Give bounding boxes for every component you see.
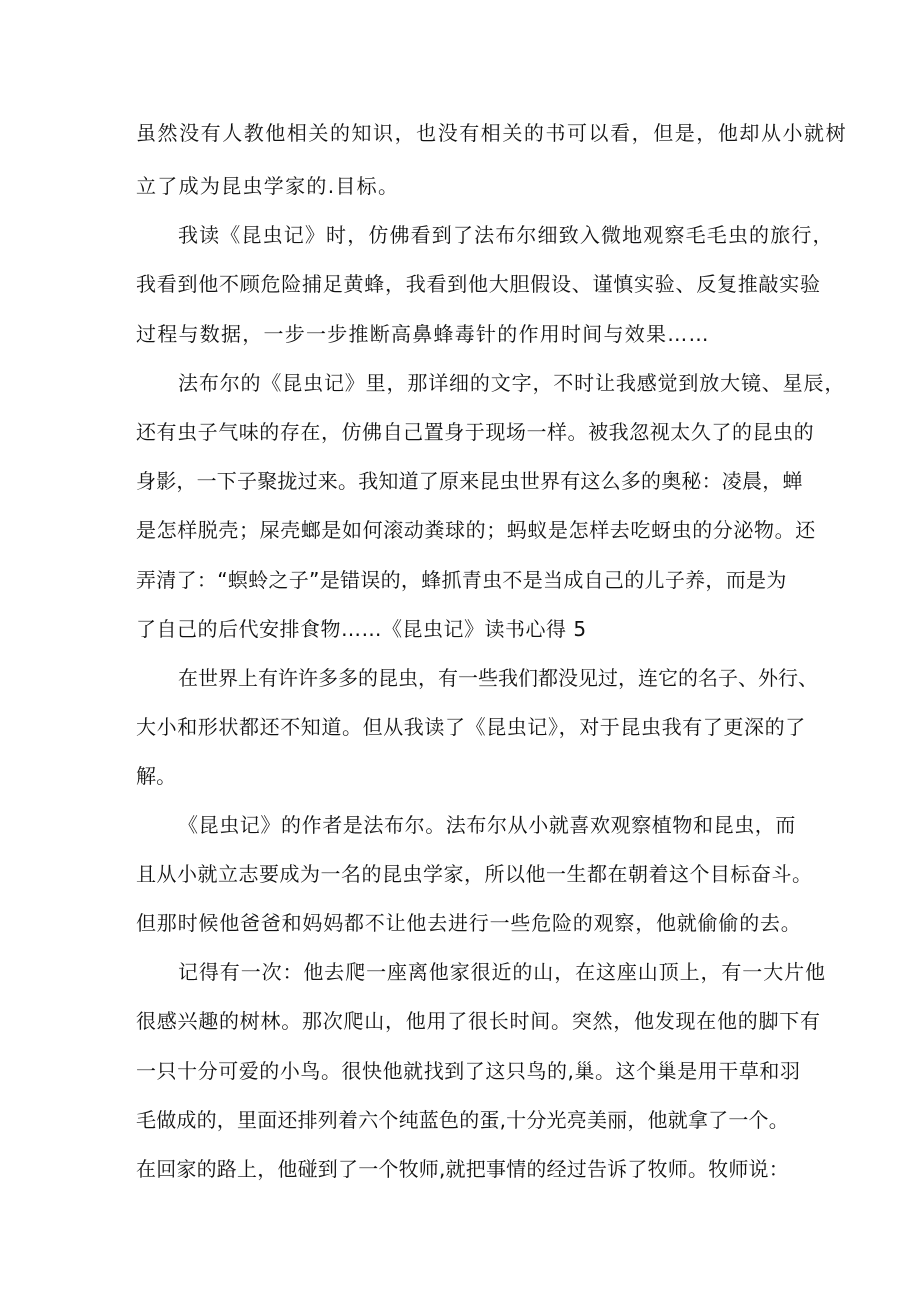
text-line: 弄清了：“螟蛉之子”是错误的，蜂抓青虫不是当成自己的儿子养，而是为 bbox=[136, 568, 787, 592]
text-line: 立了成为昆虫学家的.目标。 bbox=[136, 174, 400, 198]
text-line: 我看到他不顾危险捕足黄蜂，我看到他大胆假设、谨慎实验、反复推敲实验 bbox=[136, 272, 821, 296]
text-line: 很感兴趣的树林。那次爬山，他用了很长时间。突然，他发现在他的脚下有 bbox=[136, 1009, 821, 1033]
text-line: 记得有一次：他去爬一座离他家很近的山，在这座山顶上，有一大片他 bbox=[178, 960, 826, 984]
text-line: 法布尔的《昆虫记》里，那详细的文字，不时让我感觉到放大镜、星辰， bbox=[178, 371, 846, 395]
text-line: 还有虫子气味的存在，仿佛自己置身于现场一样。被我忽视太久了的昆虫的 bbox=[136, 420, 815, 444]
text-line: 且从小就立志要成为一名的昆虫学家，所以他一生都在朝着这个目标奋斗。 bbox=[136, 862, 813, 886]
text-line: 我读《昆虫记》时，仿佛看到了法布尔细致入微地观察毛毛虫的旅行， bbox=[178, 223, 834, 247]
text-line: 身影，一下子聚拢过来。我知道了原来昆虫世界有这么多的奥秘：凌晨，蝉 bbox=[136, 469, 803, 493]
text-line: 大小和形状都还不知道。但从我读了《昆虫记》，对于昆虫我有了更深的了 bbox=[136, 715, 806, 739]
text-line: 虽然没有人教他相关的知识，也没有相关的书可以看，但是，他却从小就树 bbox=[136, 121, 848, 145]
text-line: 在世界上有许许多多的昆虫，有一些我们都没见过，连它的名子、外行、 bbox=[178, 666, 818, 690]
text-line: 过程与数据，一步一步推断高鼻蜂毒针的作用时间与效果…… bbox=[136, 322, 710, 346]
text-line: 毛做成的，里面还排列着六个纯蓝色的蛋,十分光亮美丽，他就拿了一个。 bbox=[136, 1108, 789, 1132]
text-line: 《昆虫记》的作者是法布尔。法布尔从小就喜欢观察植物和昆虫，而 bbox=[178, 813, 796, 837]
text-line: 一只十分可爱的小鸟。很快他就找到了这只鸟的,巢。这个巢是用干草和羽 bbox=[136, 1059, 801, 1083]
text-line: 在回家的路上，他碰到了一个牧师,就把事情的经过告诉了牧师。牧师说： bbox=[136, 1157, 789, 1181]
text-line: 是怎样脱壳；屎壳螂是如何滚动粪球的；蚂蚁是怎样去吃蚜虫的分泌物。还 bbox=[136, 518, 816, 542]
text-line: 了自己的后代安排食物……《昆虫记》读书心得 5 bbox=[136, 617, 587, 641]
text-line: 但那时候他爸爸和妈妈都不让他去进行一些危险的观察，他就偷偷的去。 bbox=[136, 911, 802, 935]
text-line: 解。 bbox=[136, 764, 177, 788]
